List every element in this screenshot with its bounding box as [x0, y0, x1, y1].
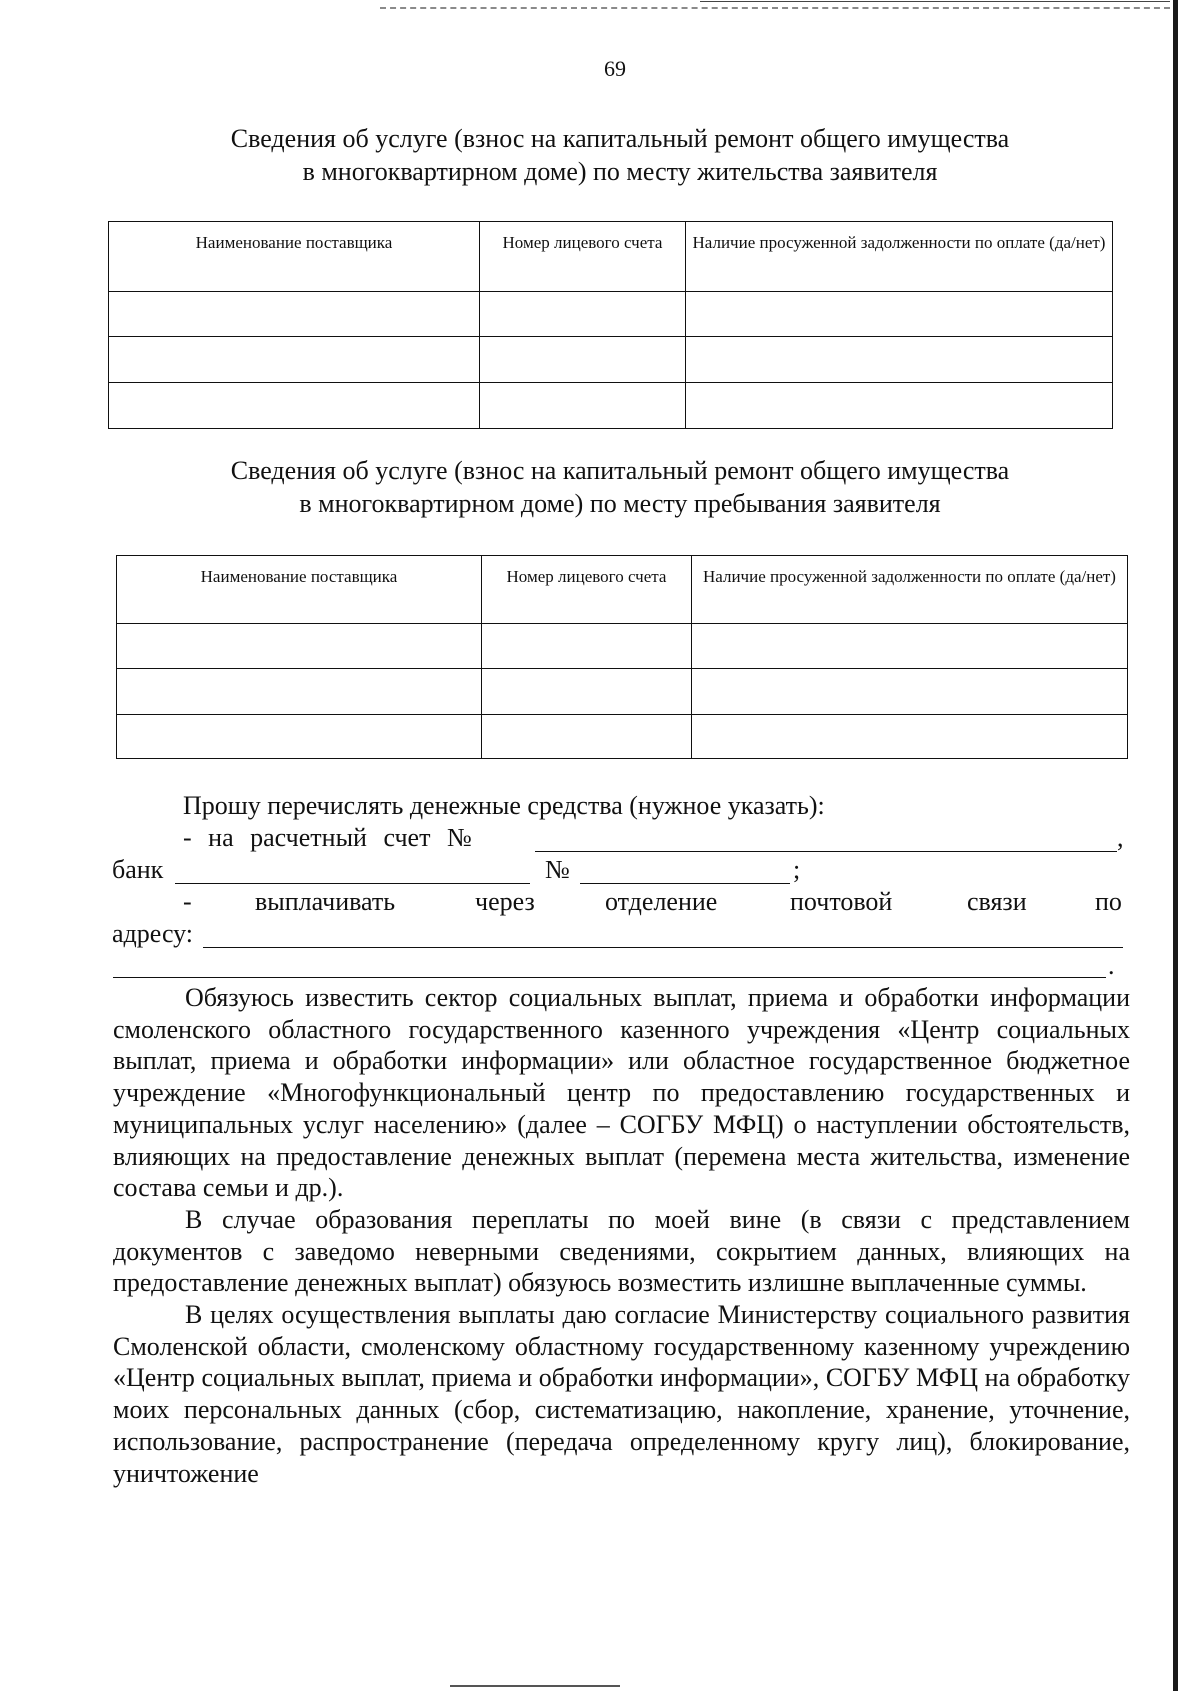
- address-field-line2[interactable]: [113, 977, 1106, 978]
- bank-name-field[interactable]: [175, 883, 530, 884]
- section2-heading-line1: Сведения об услуге (взнос на капитальный ремонт общего имущества: [230, 456, 1010, 485]
- post-word-communication: связи: [967, 887, 1027, 916]
- column-header-provider: Наименование поставщика: [109, 222, 480, 292]
- table-cell-account[interactable]: [482, 715, 692, 759]
- table-cell-account[interactable]: [480, 337, 686, 383]
- table-cell-debt[interactable]: [692, 624, 1128, 669]
- column-header-account: Номер лицевого счета: [480, 222, 686, 292]
- section1-heading-line1: Сведения об услуге (взнос на капитальный ремонт общего имущества: [230, 124, 1010, 153]
- post-word-by: по: [1095, 887, 1122, 916]
- table-row: [117, 715, 1128, 759]
- table-cell-debt[interactable]: [692, 669, 1128, 715]
- table-cell-debt[interactable]: [686, 337, 1113, 383]
- column-header-debt: Наличие просуженной задолженности по оплате (да/нет): [686, 222, 1113, 292]
- table-row: [109, 292, 1113, 337]
- obligations-text: [113, 982, 1130, 1489]
- paragraph-data-consent: В целях осуществления выплаты даю согласие Министерству социального развития Смоленской области, смоленскому областному государственному казенному учреждению «Центр социальных выплат, приема и обработки информации», СОГБУ МФЦ на обработку моих персональных данных (сбор, систематизацию, накопление, хранение, уточнение, использование, распространение (передача определенному кругу лиц), блокирование, уничтожение: [113, 1300, 1130, 1488]
- scan-bottom-mark: [450, 1685, 620, 1687]
- table-cell-account[interactable]: [480, 292, 686, 337]
- page-number: 69: [604, 56, 626, 81]
- column-header-account: Номер лицевого счета: [482, 556, 692, 624]
- section2-heading-line2: в многоквартирном доме) по месту пребывания заявителя: [299, 489, 941, 518]
- table-cell-provider[interactable]: [117, 669, 482, 715]
- table-cell-account[interactable]: [480, 383, 686, 429]
- table-cell-account[interactable]: [482, 624, 692, 669]
- table-row: [117, 669, 1128, 715]
- bank-label: банк: [112, 855, 164, 884]
- table-cell-provider[interactable]: [109, 292, 480, 337]
- table-row: [109, 337, 1113, 383]
- account-number-field[interactable]: [535, 851, 1117, 852]
- table-cell-provider[interactable]: [109, 337, 480, 383]
- bank-number-field[interactable]: [580, 883, 790, 884]
- table-header-row: [109, 222, 1113, 292]
- post-word-pay: выплачивать: [255, 887, 396, 916]
- scan-top-dashed-line: [380, 7, 1170, 9]
- column-header-debt: Наличие просуженной задолженности по оплате (да/нет): [692, 556, 1128, 624]
- table-cell-provider[interactable]: [109, 383, 480, 429]
- address-label: адресу:: [112, 919, 194, 948]
- section2-heading: [100, 454, 1140, 520]
- post-word-office: отделение: [605, 887, 718, 916]
- table-row: [117, 624, 1128, 669]
- paragraph-notify-obligation: Обязуюсь известить сектор социальных выплат, приема и обработки информации смоленского областного государственного казенного учреждения «Центр социальных выплат, приема и обработки информации» или областное государственное бюджетное учреждение «Многофункциональный центр по предоставлению государственных и муниципальных услуг населению» (далее – СОГБУ МФЦ) о наступлении обстоятельств, влияющих на предоставление денежных выплат (перемена места жительства, изменение состава семьи и др.).: [113, 983, 1130, 1203]
- scan-right-edge: [1173, 0, 1178, 1691]
- address-field-line1[interactable]: [203, 947, 1123, 948]
- address-period: .: [1108, 951, 1115, 980]
- table-cell-debt[interactable]: [692, 715, 1128, 759]
- table-header-row: [117, 556, 1128, 624]
- table-row: [109, 383, 1113, 429]
- scan-top-edge-line: [700, 1, 1170, 2]
- table-cell-provider[interactable]: [117, 715, 482, 759]
- column-header-provider: Наименование поставщика: [117, 556, 482, 624]
- payment-intro: Прошу перечислять денежные средства (нужное указать):: [183, 791, 825, 820]
- account-comma: ,: [1117, 823, 1124, 852]
- table-cell-account[interactable]: [482, 669, 692, 715]
- table-cell-debt[interactable]: [686, 383, 1113, 429]
- section2-provider-table: [116, 555, 1128, 759]
- paragraph-overpayment: В случае образования переплаты по моей вине (в связи с представлением документов с заведомо неверными сведениями, сокрытием данных, влияющих на предоставление денежных выплат) обязуюсь возместить излишне выплаченные суммы.: [113, 1204, 1130, 1298]
- section1-heading-line2: в многоквартирном доме) по месту жительства заявителя: [302, 157, 938, 186]
- post-word-postal: почтовой: [790, 887, 893, 916]
- bank-number-label: №: [545, 855, 570, 884]
- post-word-dash: -: [183, 887, 192, 916]
- bank-semicolon: ;: [793, 855, 801, 884]
- section1-provider-table: [108, 221, 1113, 429]
- section1-heading: [100, 122, 1140, 188]
- table-cell-debt[interactable]: [686, 292, 1113, 337]
- post-word-through: через: [475, 887, 535, 916]
- table-cell-provider[interactable]: [117, 624, 482, 669]
- account-label: - на расчетный счет №: [183, 823, 472, 852]
